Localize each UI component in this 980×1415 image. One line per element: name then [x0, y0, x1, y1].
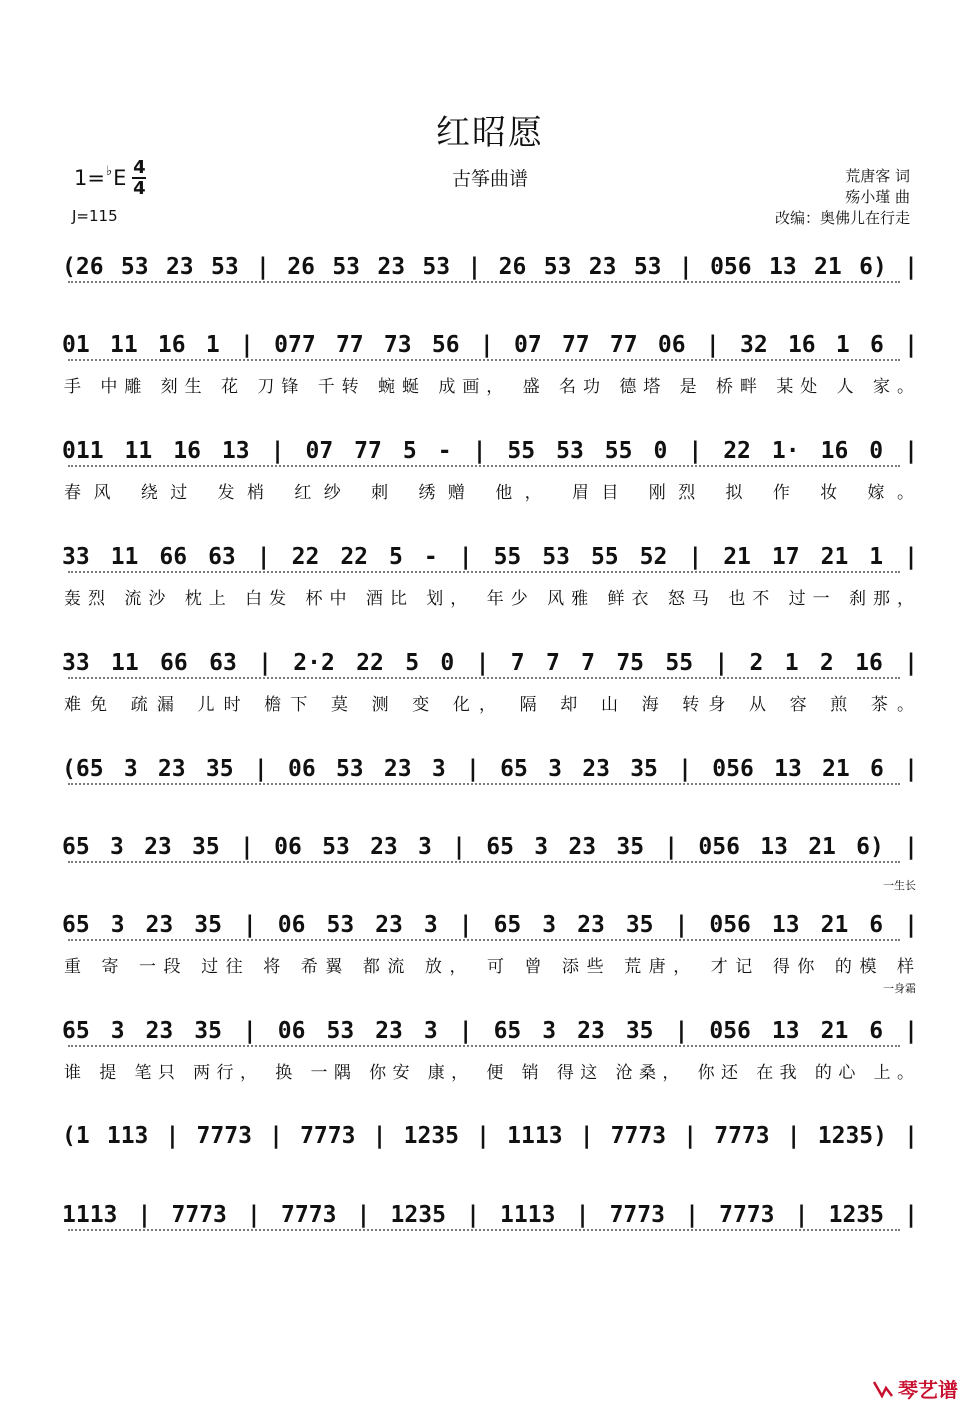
side-note-1: 一生长	[883, 879, 916, 892]
score-system-3	[62, 436, 918, 476]
piano-logo-icon	[872, 1378, 894, 1400]
notation-line: 65 3 23 35 | 06 53 23 3 | 65 3 23 35 | 056 13 21 6 |	[62, 912, 918, 938]
notation-line: 65 3 23 35 | 06 53 23 3 | 65 3 23 35 | 056 13 21 6 |	[62, 1018, 918, 1044]
notation-line: (26 53 23 53 | 26 53 23 53 | 26 53 23 53 | 056 13 21 6) |	[62, 254, 918, 280]
beam-line	[68, 571, 900, 573]
key-prefix: 1=	[74, 166, 105, 190]
lyric-line-8: 重 寄 一段 过往 将 希翼 都流 放， 可 曾 添些 荒唐， 才记 得你 的模 样	[64, 957, 916, 976]
score-subtitle: 古筝曲谱	[451, 168, 528, 190]
time-bottom: 4	[133, 178, 146, 199]
notation-line: 1113 | 7773 | 7773 | 1235 | 1113 | 7773 | 7773 | 1235 |	[62, 1202, 918, 1228]
beam-line	[68, 861, 900, 863]
notation-line: 65 3 23 35 | 06 53 23 3 | 65 3 23 35 | 056 13 21 6) |	[62, 834, 918, 860]
time-signature	[132, 158, 146, 198]
beam-line	[68, 939, 900, 941]
lyric-line-4: 轰烈 流沙 枕上 白发 杯中 酒比 划， 年少 风雅 鲜衣 怒马 也不 过一 刹那，	[64, 589, 916, 608]
lyric-line-2: 手 中雕 刻生 花 刀锋 千转 蜿蜒 成画， 盛 名功 德塔 是 桥畔 某处 人 家。	[64, 377, 916, 396]
score-system-1	[62, 252, 918, 292]
score-system-8	[62, 910, 918, 950]
notation-line: 33 11 66 63 | 22 22 5 - | 55 53 55 52 | 21 17 21 1 |	[62, 544, 918, 570]
lyric-line-5: 难免 疏漏 儿时 檐下 莫 测 变 化， 隔 却 山 海 转身 从 容 煎 茶。	[64, 695, 916, 714]
score-system-5	[62, 648, 918, 688]
beam-line	[68, 281, 900, 283]
credits	[775, 166, 910, 229]
side-note-2: 一身霜	[883, 982, 916, 995]
key-signature	[74, 158, 146, 198]
notation-line: 33 11 66 63 | 2·2 22 5 0 | 7 7 7 75 55 | 2 1 2 16 |	[62, 650, 918, 676]
score-system-6	[62, 754, 918, 794]
score-title: 红昭愿	[436, 113, 544, 153]
beam-line	[68, 465, 900, 467]
beam-line	[68, 1045, 900, 1047]
flat-sign: ♭	[105, 163, 113, 179]
notation-line: 01 11 16 1 | 077 77 73 56 | 07 77 77 06 | 32 16 1 6 |	[62, 332, 918, 358]
arranger-credit: 改编：奥佛儿在行走	[774, 209, 910, 227]
tempo-marking: J=115	[72, 207, 118, 225]
score-system-11	[62, 1200, 918, 1240]
score-system-10	[62, 1121, 918, 1161]
score-system-2	[62, 330, 918, 370]
brand-watermark	[872, 1374, 958, 1403]
beam-line	[68, 359, 900, 361]
score-system-7	[62, 832, 918, 872]
time-top: 4	[133, 157, 146, 178]
notation-line: 011 11 16 13 | 07 77 5 - | 55 53 55 0 | 22 1· 16 0 |	[62, 438, 918, 464]
score-system-4	[62, 542, 918, 582]
notation-line: (1 113 | 7773 | 7773 | 1235 | 1113 | 7773 | 7773 | 1235) |	[62, 1123, 918, 1149]
notation-line: (65 3 23 35 | 06 53 23 3 | 65 3 23 35 | 056 13 21 6 |	[62, 756, 918, 782]
beam-line	[68, 783, 900, 785]
score-system-9	[62, 1016, 918, 1056]
key-letter: E	[113, 166, 127, 190]
beam-line	[68, 677, 900, 679]
brand-name: 琴艺谱	[898, 1378, 958, 1402]
lyric-line-9: 谁 提 笔只 两行， 换 一隅 你安 康， 便 销 得这 沧桑， 你还 在我 的心 上。	[64, 1063, 916, 1082]
beam-line	[68, 1229, 900, 1231]
lyric-line-3: 春风 绕过 发梢 红纱 刺 绣赠 他， 眉目 刚烈 拟 作 妆 嫁。	[64, 483, 916, 502]
lyricist-credit: 荒唐客 词	[845, 167, 910, 185]
composer-credit: 殇小瑾 曲	[845, 188, 910, 206]
